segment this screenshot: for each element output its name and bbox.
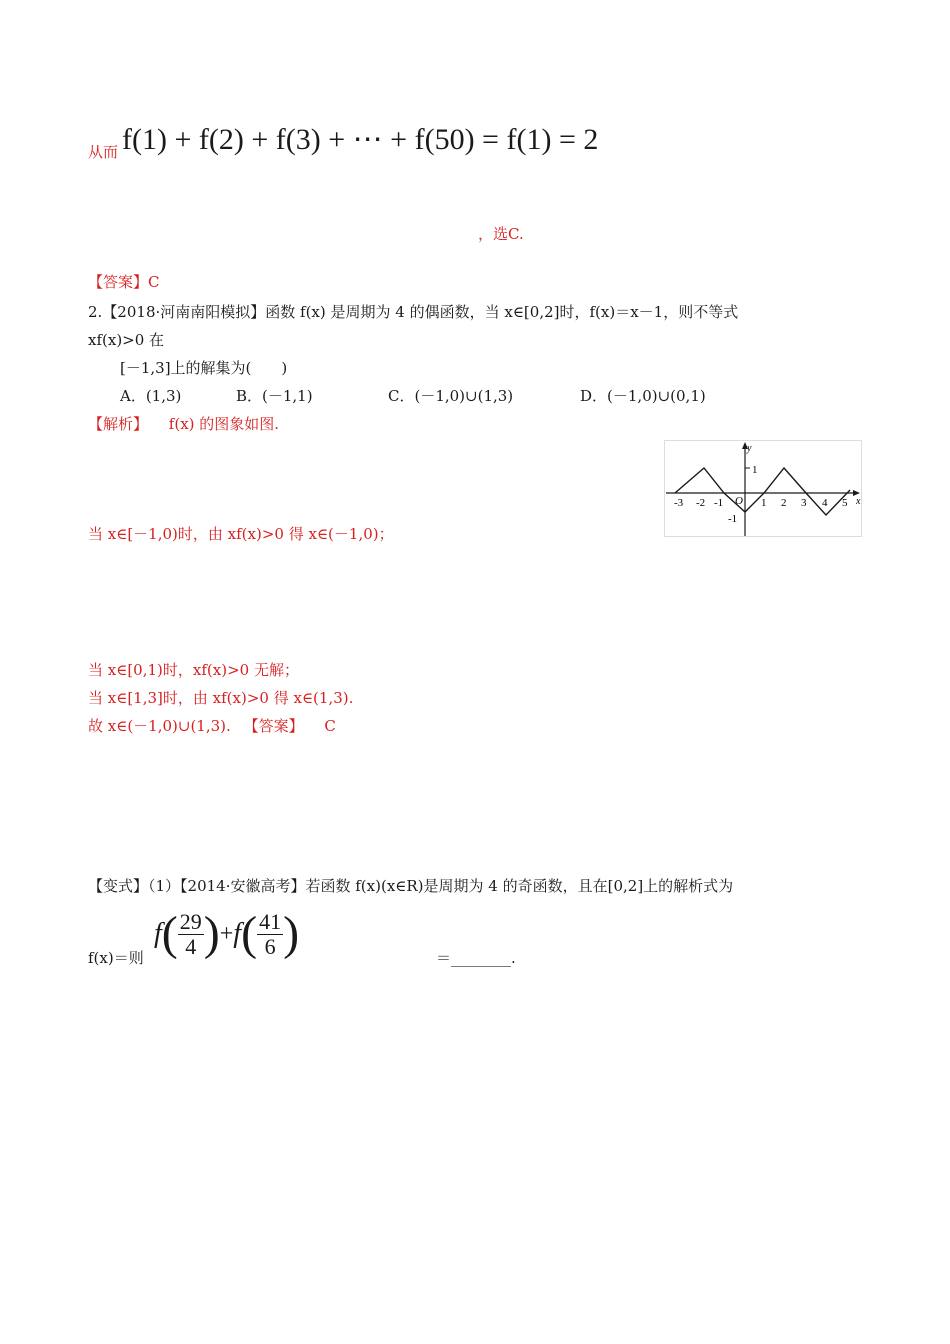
fraction-41-6: $\frac{41}{6}$ [259,908,282,959]
analysis-header [88,414,279,434]
x-tick-5: 5 [842,497,848,509]
y-axis-label: y [747,443,752,454]
y-tick-label-1: 1 [752,464,758,476]
x-tick-neg2: -2 [696,497,706,509]
fraction-29-4: $\frac{29}{4}$ [179,908,202,959]
x-tick-2: 2 [781,497,787,509]
problem2-line1: 2.【2018·河南南阳模拟】函数 f(x) 是周期为 4 的偶函数，当 x∈[0,2]时，f(x)＝x－1，则不等式 [88,303,739,321]
option-b: B．(－1,1) [236,387,313,405]
answer1 [88,272,160,292]
variant-blank: ＝________. [436,949,516,967]
answer1-bracket: 【答案】 [88,273,149,291]
step1-choice: ，选C. [478,225,524,243]
x-axis-label: x [856,496,861,507]
analysis-case2: 当 x∈[0,1)时，xf(x)>0 无解； [88,661,299,679]
step1-equation: f(1) + f(2) + f(3) + ⋯ + f(50) = f(1) = 2 [122,123,599,156]
option-a: A．(1,3) [120,387,182,405]
analysis-case3: 当 x∈[1,3]时，由 xf(x)>0 得 x∈(1,3). [88,689,354,707]
graph-frame [665,441,862,537]
problem2-line2: xf(x)>0 在 [88,331,165,349]
x-tick-neg1: -1 [714,497,724,509]
origin-label: O [735,495,743,507]
variant-prefix: f(x)＝则 [88,949,144,967]
step1-prefix: 从而 [88,143,119,161]
problem2-line3: [－1,3]上的解集为( ) [120,359,288,377]
analysis-answer-bracket: 【答案】 [243,717,304,735]
function-graph [664,440,864,540]
analysis-intro: f(x) 的图象如图. [168,415,280,433]
x-tick-4: 4 [822,497,828,509]
variant-expression: f( $\frac{29}{4}$ )+f( $\frac{41}{6}$ ) [154,907,300,960]
x-tick-1: 1 [761,497,767,509]
variant-line1: 【变式】（1）【2014·安徽高考】若函数 f(x)(x∈R)是周期为 4 的奇函数，且在[0,2]上的解析式为 [88,877,734,895]
analysis-answer-value: C [324,717,336,735]
analysis-conclusion: 故 x∈(－1,0)∪(1,3). [88,717,231,735]
y-tick-label-neg1: -1 [728,513,738,525]
x-tick-3: 3 [801,497,807,509]
x-tick-neg3: -3 [674,497,684,509]
analysis-conclusion-line [88,716,336,736]
answer1-value: C [148,273,160,291]
analysis-case1: 当 x∈[－1,0)时，由 xf(x)>0 得 x∈(－1,0)； [88,525,394,543]
analysis-bracket: 【解析】 [88,415,149,433]
option-c: C．(－1,0)∪(1,3) [388,387,514,405]
option-d: D．(－1,0)∪(0,1) [580,387,706,405]
